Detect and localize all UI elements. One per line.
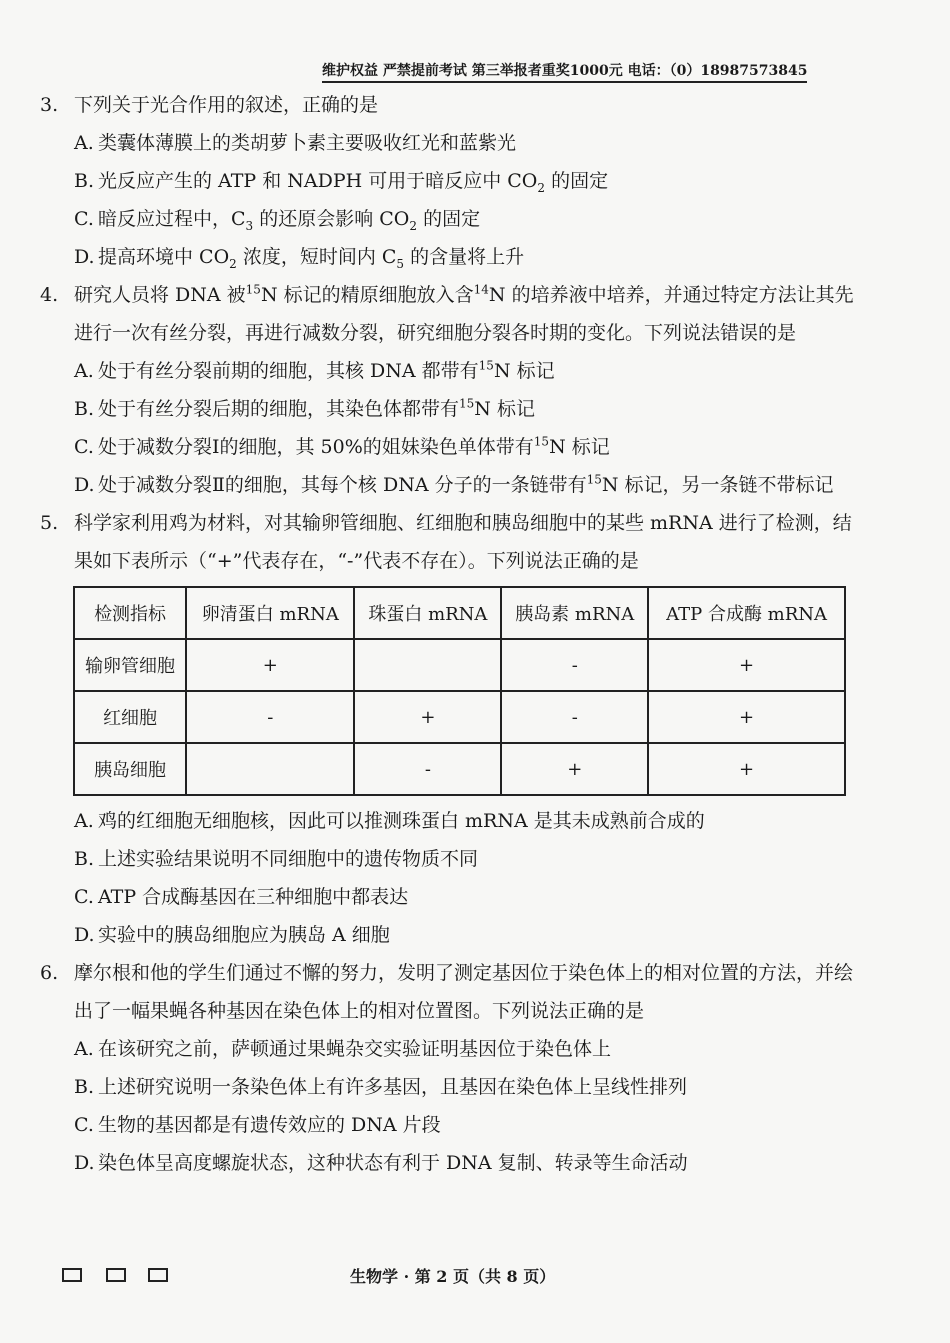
table-cell: - — [186, 691, 354, 743]
question-number: 5. — [40, 512, 59, 534]
table-cell: - — [354, 743, 501, 795]
option-label: D. — [74, 474, 95, 496]
table-cell: + — [648, 743, 845, 795]
table-row — [74, 743, 845, 795]
answer-option — [40, 1106, 860, 1144]
option-text: 光反应产生的 ATP 和 NADPH 可用于暗反应中 $CO_2$ 的固定 — [98, 170, 609, 195]
table-header-cell: 珠蛋白 mRNA — [354, 587, 501, 639]
option-label: A. — [74, 360, 94, 382]
answer-option — [40, 1068, 860, 1106]
option-text: 处于减数分裂Ⅱ的细胞，其每个核 DNA 分子的一条链带有$^{15}$N 标记，另一条链不带标记 — [98, 472, 834, 496]
option-text: 提高环境中 $CO_2$ 浓度，短时间内 $C_5$ 的含量将上升 — [98, 246, 525, 271]
page-number: 生物学 · 第 2 页（共 8 页） — [350, 1267, 556, 1286]
option-text: 染色体呈高度螺旋状态，这种状态有利于 DNA 复制、转录等生命活动 — [98, 1152, 688, 1174]
question-text: 研究人员将 DNA 被$^{15}$N 标记的精原细胞放入含$^{14}$N 的培养液中培养，并通过特定方法让其先进行一次有丝分裂，再进行减数分裂，研究细胞分裂各时期的变化。下列说法错误的是 — [74, 282, 854, 344]
option-text: 处于有丝分裂后期的细胞，其染色体都带有$^{15}$N 标记 — [98, 396, 535, 420]
question-q5 — [40, 504, 860, 954]
table-cell — [186, 743, 354, 795]
option-text: 处于减数分裂Ⅰ的细胞，其 50%的姐妹染色单体带有$^{15}$N 标记 — [98, 434, 610, 458]
answer-option — [40, 238, 860, 276]
table-row-label: 红细胞 — [74, 691, 186, 743]
option-label: C. — [74, 1114, 94, 1136]
table-header-cell: 检测指标 — [74, 587, 186, 639]
option-label: B. — [74, 170, 95, 192]
option-label: D. — [74, 924, 95, 946]
option-text: 实验中的胰岛细胞应为胰岛 A 细胞 — [98, 924, 390, 946]
answer-option — [40, 428, 860, 466]
answer-option — [40, 1030, 860, 1068]
footer-box-icon — [62, 1268, 82, 1282]
option-text: 上述实验结果说明不同细胞中的遗传物质不同 — [98, 848, 479, 870]
page-footer — [0, 1264, 950, 1288]
option-label: B. — [74, 1076, 95, 1098]
question-q6 — [40, 954, 860, 1182]
option-text: 处于有丝分裂前期的细胞，其核 DNA 都带有$^{15}$N 标记 — [98, 358, 555, 382]
question-stem — [40, 504, 860, 580]
question-stem — [40, 86, 860, 124]
option-text: 在该研究之前，萨顿通过果蝇杂交实验证明基因位于染色体上 — [98, 1038, 612, 1060]
answer-option — [40, 200, 860, 238]
option-label: A. — [74, 810, 94, 832]
table-cell: + — [186, 639, 354, 691]
option-label: C. — [74, 436, 94, 458]
option-text: 生物的基因都是有遗传效应的 DNA 片段 — [98, 1114, 441, 1136]
option-label: D. — [74, 1152, 95, 1174]
option-text: 鸡的红细胞无细胞核，因此可以推测珠蛋白 mRNA 是其未成熟前合成的 — [98, 810, 705, 832]
footer-box-icon — [148, 1268, 168, 1282]
table-row — [74, 639, 845, 691]
option-text: 上述研究说明一条染色体上有许多基因，且基因在染色体上呈线性排列 — [98, 1076, 688, 1098]
table-header-row — [74, 587, 845, 639]
answer-option — [40, 466, 860, 504]
answer-option — [40, 390, 860, 428]
table-cell: - — [501, 691, 648, 743]
option-text: 类囊体薄膜上的类胡萝卜素主要吸收红光和蓝紫光 — [98, 132, 517, 154]
question-text: 摩尔根和他的学生们通过不懈的努力，发明了测定基因位于染色体上的相对位置的方法，并绘出了一幅果蝇各种基因在染色体上的相对位置图。下列说法正确的是 — [74, 962, 854, 1022]
mrna-detection-table — [73, 586, 846, 796]
table-cell: - — [501, 639, 648, 691]
option-label: C. — [74, 886, 94, 908]
question-q4 — [40, 276, 860, 504]
question-text: 下列关于光合作用的叙述，正确的是 — [74, 94, 379, 116]
table-row-label: 输卵管细胞 — [74, 639, 186, 691]
question-number: 6. — [40, 962, 59, 984]
question-number: 3. — [40, 94, 59, 116]
table-cell: + — [648, 639, 845, 691]
option-label: B. — [74, 848, 95, 870]
table-cell: + — [354, 691, 501, 743]
footer-box-icon — [106, 1268, 126, 1282]
option-label: A. — [74, 1038, 94, 1060]
answer-option — [40, 802, 860, 840]
answer-option — [40, 162, 860, 200]
option-label: A. — [74, 132, 94, 154]
question-number: 4. — [40, 284, 59, 306]
table-cell: + — [501, 743, 648, 795]
table-header-cell: ATP 合成酶 mRNA — [648, 587, 845, 639]
answer-option — [40, 916, 860, 954]
question-text: 科学家利用鸡为材料，对其输卵管细胞、红细胞和胰岛细胞中的某些 mRNA 进行了检测，结果如下表所示（“+”代表存在，“-”代表不存在）。下列说法正确的是 — [74, 512, 852, 572]
question-stem — [40, 276, 860, 352]
answer-option — [40, 124, 860, 162]
option-text: 暗反应过程中，$C_3$ 的还原会影响 $CO_2$ 的固定 — [98, 208, 481, 233]
answer-option — [40, 878, 860, 916]
answer-option — [40, 352, 860, 390]
page-content — [40, 86, 860, 1182]
answer-option — [40, 840, 860, 878]
table-header-cell: 胰岛素 mRNA — [501, 587, 648, 639]
table-cell — [354, 639, 501, 691]
table-cell: + — [648, 691, 845, 743]
question-q3 — [40, 86, 860, 276]
answer-option — [40, 1144, 860, 1182]
option-label: C. — [74, 208, 94, 230]
option-label: B. — [74, 398, 95, 420]
table-header-cell: 卵清蛋白 mRNA — [186, 587, 354, 639]
anti-cheating-notice: 维护权益 严禁提前考试 第三举报者重奖1000元 电话：（0）18987573845 — [322, 60, 807, 83]
table-row-label: 胰岛细胞 — [74, 743, 186, 795]
question-stem — [40, 954, 860, 1030]
table-row — [74, 691, 845, 743]
option-label: D. — [74, 246, 95, 268]
option-text: ATP 合成酶基因在三种细胞中都表达 — [98, 886, 409, 908]
